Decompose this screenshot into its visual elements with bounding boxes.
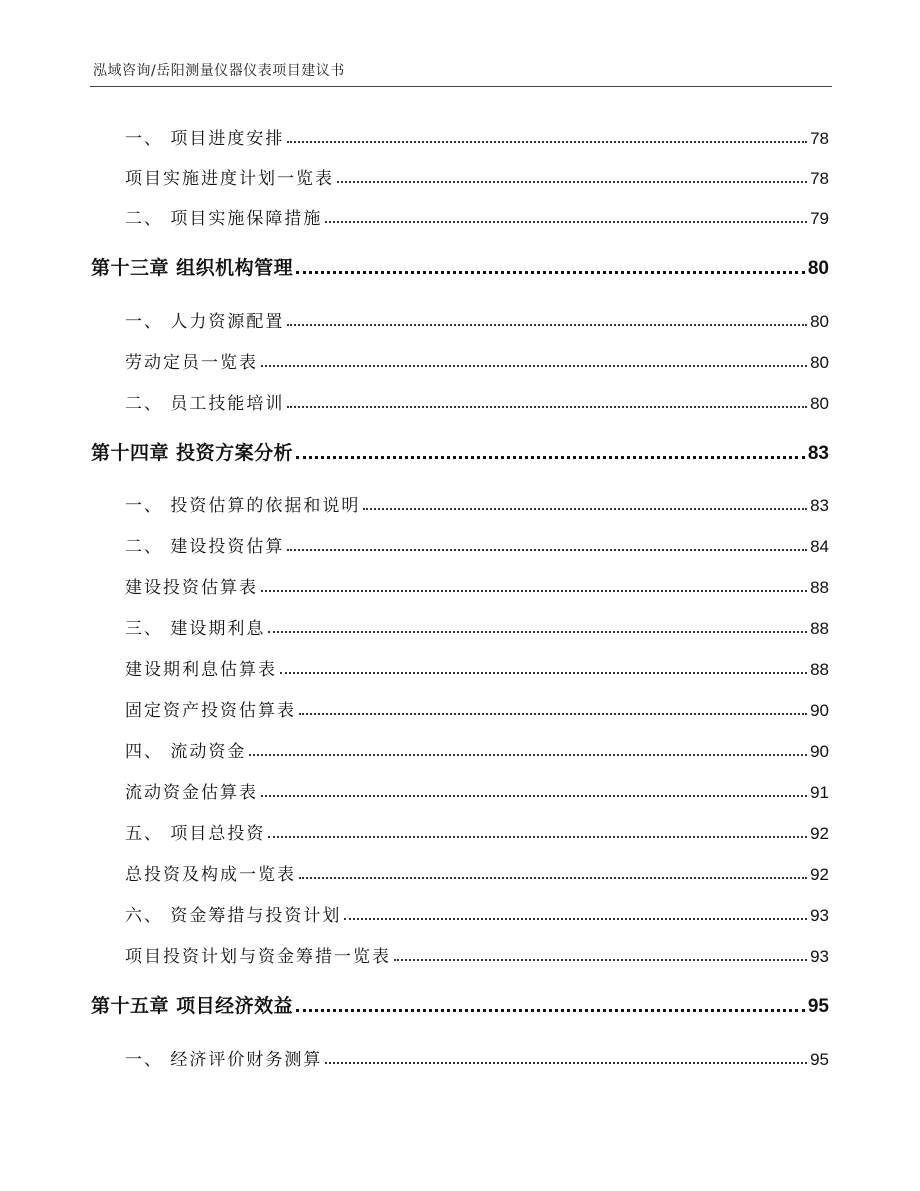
toc-dot-leader (261, 589, 807, 592)
toc-dot-leader (287, 140, 807, 143)
toc-page-number: 88 (810, 578, 829, 597)
toc-entry-row[interactable] (125, 941, 829, 967)
toc-page-number: 93 (810, 947, 829, 966)
toc-entry-row[interactable] (125, 613, 829, 639)
toc-page-number: 78 (810, 169, 829, 188)
toc-page-number: 88 (810, 660, 829, 679)
toc-label: 一、 投资估算的依据和说明 (125, 496, 361, 516)
toc-label: 二、 项目实施保障措施 (125, 209, 323, 229)
toc-entry-row[interactable] (125, 203, 829, 229)
toc-dot-leader (325, 220, 807, 223)
toc-dot-leader (261, 794, 807, 797)
toc-chapter-row[interactable] (91, 254, 829, 280)
toc-entry-row[interactable] (125, 163, 829, 189)
toc-entry-row[interactable] (125, 306, 829, 332)
toc-page-number: 90 (810, 742, 829, 761)
toc-page-number: 80 (807, 258, 829, 279)
toc-page-number: 90 (810, 701, 829, 720)
toc-entry-row[interactable] (125, 777, 829, 803)
toc-label: 建设期利息估算表 (125, 660, 277, 680)
document-header-title: 泓域咨询/岳阳测量仪器仪表项目建议书 (93, 63, 345, 79)
toc-label: 流动资金估算表 (125, 783, 258, 803)
toc-page-number: 88 (810, 619, 829, 638)
toc-page-number: 83 (810, 496, 829, 515)
toc-page-number: 80 (810, 394, 829, 413)
toc-label: 建设投资估算表 (125, 578, 258, 598)
toc-label: 劳动定员一览表 (125, 353, 258, 373)
toc-page-number: 93 (810, 906, 829, 925)
toc-dot-leader (299, 876, 807, 879)
toc-page-number: 95 (810, 1050, 829, 1069)
toc-label: 项目实施进度计划一览表 (125, 169, 334, 189)
toc-entry-row[interactable] (125, 531, 829, 557)
toc-entry-row[interactable] (125, 1044, 829, 1070)
toc-dot-leader (296, 1008, 805, 1012)
toc-dot-leader (337, 180, 807, 183)
toc-dot-leader (287, 548, 807, 551)
toc-label: 第十三章 组织机构管理 (91, 257, 294, 279)
toc-label: 固定资产投资估算表 (125, 701, 296, 721)
toc-page-number: 91 (810, 783, 829, 802)
toc-dot-leader (363, 507, 807, 510)
toc-dot-leader (249, 753, 807, 756)
toc-entry-row[interactable] (125, 388, 829, 414)
toc-entry-row[interactable] (125, 123, 829, 149)
toc-entry-row[interactable] (125, 347, 829, 373)
toc-entry-row[interactable] (125, 736, 829, 762)
toc-page-number: 79 (810, 209, 829, 228)
toc-label: 第十五章 项目经济效益 (91, 995, 294, 1017)
toc-label: 三、 建设期利息 (125, 619, 266, 639)
toc-label: 一、 项目进度安排 (125, 129, 285, 149)
toc-page-number: 95 (807, 996, 829, 1017)
toc-label: 总投资及构成一览表 (125, 865, 296, 885)
toc-page-number: 80 (810, 312, 829, 331)
toc-page-number: 92 (810, 865, 829, 884)
toc-entry-row[interactable] (125, 859, 829, 885)
toc-chapter-row[interactable] (91, 439, 829, 465)
toc-page-number: 83 (807, 443, 829, 464)
toc-label: 第十四章 投资方案分析 (91, 442, 294, 464)
toc-page-number: 84 (810, 537, 829, 556)
toc-entry-row[interactable] (125, 818, 829, 844)
toc-label: 项目投资计划与资金筹措一览表 (125, 947, 391, 967)
toc-page-number: 78 (810, 129, 829, 148)
toc-entry-row[interactable] (125, 900, 829, 926)
toc-dot-leader (287, 405, 807, 408)
toc-chapter-row[interactable] (91, 992, 829, 1018)
toc-label: 五、 项目总投资 (125, 824, 266, 844)
toc-entry-row[interactable] (125, 654, 829, 680)
toc-dot-leader (344, 917, 807, 920)
toc-label: 二、 建设投资估算 (125, 537, 285, 557)
toc-dot-leader (296, 270, 805, 274)
toc-entry-row[interactable] (125, 490, 829, 516)
toc-label: 一、 经济评价财务测算 (125, 1050, 323, 1070)
toc-dot-leader (268, 630, 807, 633)
toc-label: 四、 流动资金 (125, 742, 247, 762)
toc-entry-row[interactable] (125, 695, 829, 721)
toc-dot-leader (296, 455, 805, 459)
toc-page-number: 92 (810, 824, 829, 843)
toc-label: 六、 资金筹措与投资计划 (125, 906, 342, 926)
toc-dot-leader (287, 323, 807, 326)
toc-entry-row[interactable] (125, 572, 829, 598)
toc-dot-leader (268, 835, 807, 838)
toc-label: 二、 员工技能培训 (125, 394, 285, 414)
toc-dot-leader (325, 1061, 807, 1064)
toc-label: 一、 人力资源配置 (125, 312, 285, 332)
toc-dot-leader (280, 671, 807, 674)
toc-page-number: 80 (810, 353, 829, 372)
toc-dot-leader (299, 712, 807, 715)
toc-dot-leader (394, 958, 807, 961)
toc-dot-leader (261, 364, 807, 367)
